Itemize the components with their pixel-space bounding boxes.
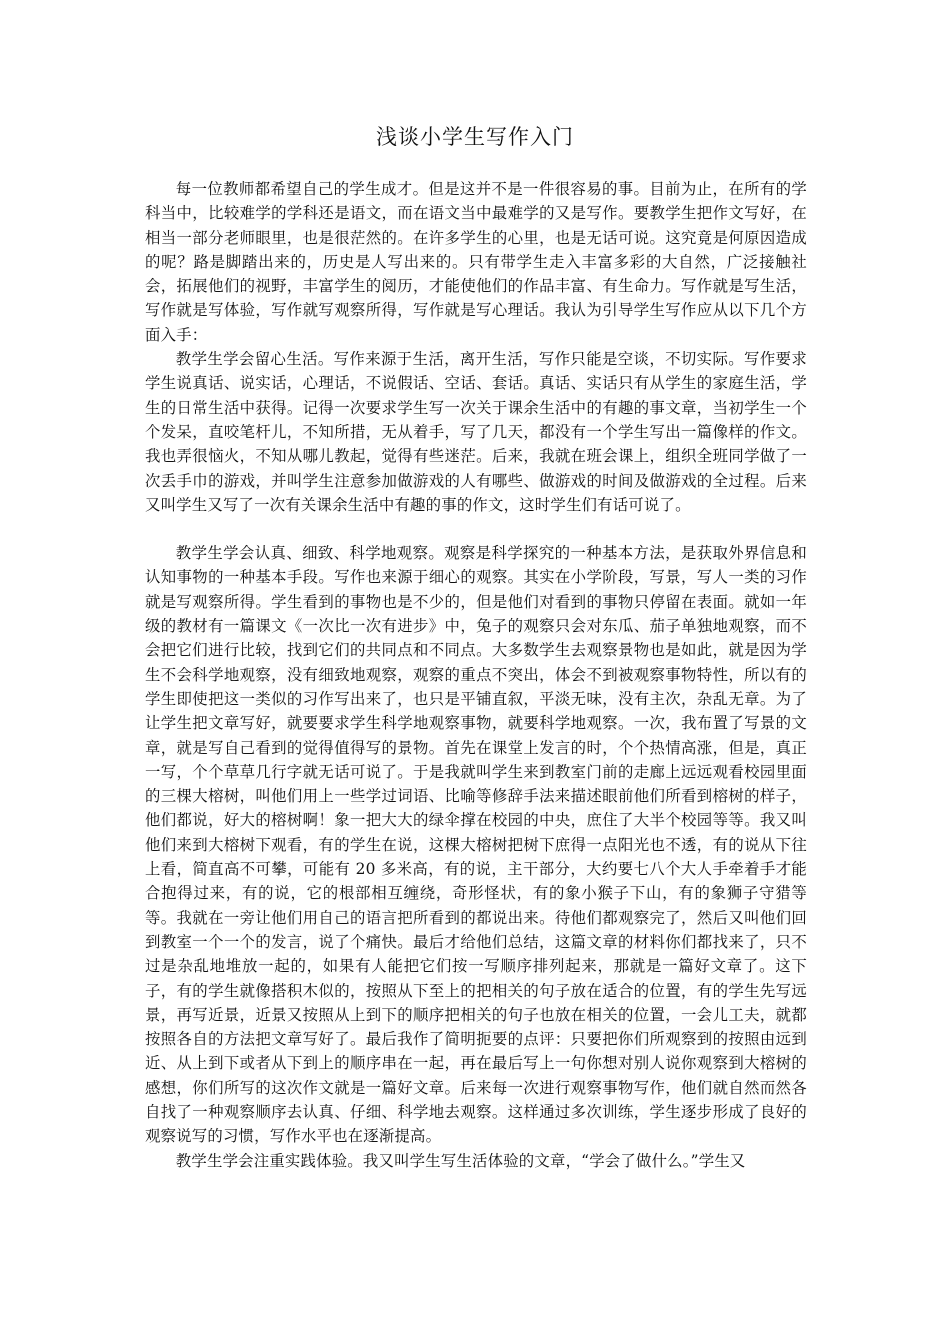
paragraph-observe-life: 教学生学会留心生活。写作来源于生活，离开生活，写作只能是空谈，不切实际。写作要求学生说真话、说实话，心理话，不说假话、空话、套话。真话、实话只有从学生的家庭生活，学生的日常生活中获得。记得一次要求学生写一次关于课余生活中的有趣的事文章，当初学生一个个发呆，直咬笔杆儿，不知所措，无从着手，写了几天，都没有一个学生写出一篇像样的作文。我也弄很恼火，不知从哪儿教起，觉得有些迷茫。后来，我就在班会课上，组织全班同学做了一次丢手巾的游戏，并叫学生注意参加做游戏的人有哪些、做游戏的时间及做游戏的全过程。后来又叫学生又写了一次有关课余生活中有趣的事的作文，这时学生们有话可说了。 (145, 350, 807, 514)
paragraph-practice-experience: 教学生学会注重实践体验。我又叫学生写生活体验的文章，“学会了做什么。”学生又 (175, 1151, 746, 1170)
paragraph-intro: 每一位教师都希望自己的学生成才。但是这并不是一件很容易的事。目前为止，在所有的学科当中，比较难学的学科还是语文，而在语文当中最难学的又是写作。要教学生把作文写好，在相当一部分老师眼里，也是很茫然的。在许多学生的心里，也是无话可说。这究竟是何原因造成的呢？路是脚踏出来的，历史是人写出来的。只有带学生走入丰富多彩的大自然，广泛接触社会，拓展他们的视野，丰富学生的阅历，才能使他们的作品丰富、有生命力。写作就是写生活，写作就是写体验，写作就写观察所得，写作就是写心理话。我认为引导学生写作应从以下几个方面入手： (145, 180, 807, 344)
document-body (145, 177, 807, 1173)
paragraph-careful-observation: 教学生学会认真、细致、科学地观察。观察是科学探究的一种基本方法，是获取外界信息和认知事物的一种基本手段。写作也来源于细心的观察。其实在小学阶段，写景，写人一类的习作就是写观察所得。学生看到的事物也是不少的，但是他们对看到的事物只停留在表面。就如一年级的教材有一篇课文《一次比一次有进步》中，兔子的观察只会对东瓜、茄子单独地观察，而不会把它们进行比较，找到它们的共同点和不同点。大多数学生去观察景物也是如此，就是因为学生不会科学地观察，没有细致地观察，观察的重点不突出，体会不到被观察事物特性，所以有的学生即使把这一类似的习作写出来了，也只是平铺直叙，平淡无味，没有主次，杂乱无章。为了让学生把文章写好，就要要求学生科学地观察事物，就要科学地观察。一次，我布置了写景的文章，就是写自己看到的觉得值得写的景物。首先在课堂上发言的时，个个热情高涨，但是，真正一写，个个草草几行字就无话可说了。于是我就叫学生来到教室门前的走廊上远远观看校园里面的三棵大榕树，叫他们用上一些学过词语、比喻等修辞手法来描述眼前他们所看到榕树的样子，他们都说，好大的榕树啊！象一把大大的绿伞撑在校园的中央，庶住了大半个校园等等。我又叫他们来到大榕树下观看，有的学生在说，这棵大榕树把树下庶得一点阳光也不透，有的说从下往上看，简直高不可攀，可能有 20 多米高，有的说，主干部分，大约要七八个大人手牵着手才能合抱得过来，有的说，它的根部相互缠绕，奇形怪状，有的象小猴子下山，有的象狮子守猎等等。我就在一旁让他们用自己的语言把所看到的都说出来。待他们都观察完了，然后又叫他们回到教室一个一个的发言，说了个痛快。最后才给他们总结，这篇文章的材料你们都找来了，只不过是杂乱地堆放一起的，如果有人能把它们按一写顺序排列起来，那就是一篇好文章了。这下子，有的学生就像搭积木似的，按照从下至上的把相关的句子放在适合的位置，有的学生先写远景，再写近景，近景又按照从上到下的顺序把相关的句子也放在相关的位置，一会儿工夫，就都按照各自的方法把文章写好了。最后我作了简明扼要的点评：只要把你们所观察到的按照由远到近、从上到下或者从下到上的顺序串在一起，再在最后写上一句你想对别人说你观察到大榕树的感想，你们所写的这次作文就是一篇好文章。后来每一次进行观察事物写作，他们就自然而然各自找了一种观察顺序去认真、仔细、科学地去观察。这样通过多次训练，学生逐步形成了良好的观察说写的习惯，写作水平也在逐渐提高。 (145, 544, 807, 1146)
document-title: 浅谈小学生写作入门 (376, 125, 574, 149)
